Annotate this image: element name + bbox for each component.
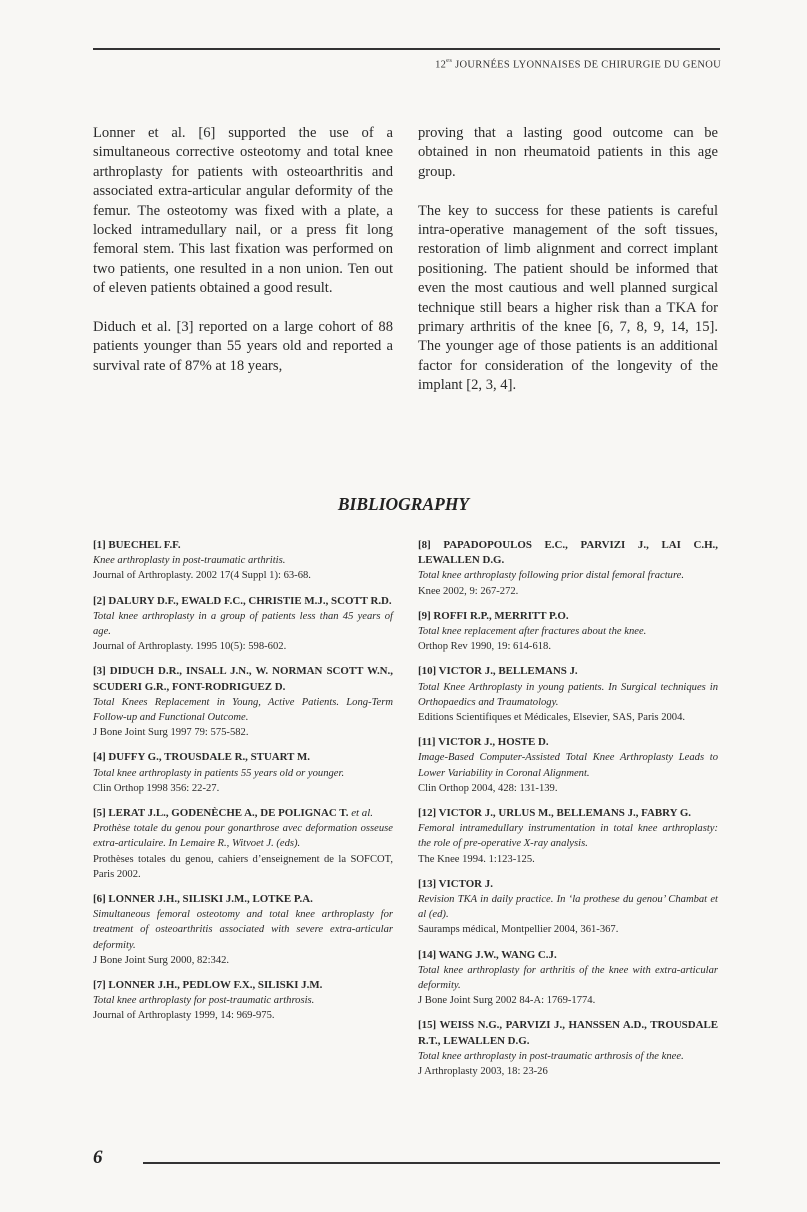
reference-title: Prothèse totale du genou pour gonarthrose avec deformation osseuse extra-articulaire. In Lemaire R., Witvoet J. (eds). bbox=[93, 823, 393, 850]
reference-authors: [3] DIDUCH D.R., INSALL J.N., W. NORMAN SCOTT W.N., SCUDERI G.R., FONT-RODRIGUEZ D. bbox=[93, 665, 393, 693]
reference-authors-names: [5] LERAT J.L., GODENÈCHE A., DE POLIGNAC T. bbox=[93, 807, 349, 820]
running-head-number: 12 bbox=[435, 59, 447, 71]
reference-source: Journal of Arthroplasty. 1995 10(5): 598-602. bbox=[93, 641, 287, 653]
running-head-title: JOURNÉES LYONNAISES DE CHIRURGIE DU GENOU bbox=[455, 59, 721, 71]
reference-entry bbox=[418, 538, 718, 599]
body-column-left bbox=[93, 124, 393, 396]
page-number: 6 bbox=[93, 1147, 103, 1168]
reference-title: Total Knee Arthroplasty in young patients. In Surgical techniques in Orthopaedics and Traumatology. bbox=[418, 681, 718, 708]
reference-source: Orthop Rev 1990, 19: 614-618. bbox=[418, 641, 552, 653]
reference-title: Total knee arthroplasty in patients 55 years old or younger. bbox=[93, 767, 345, 779]
reference-authors: [1] BUECHEL F.F. bbox=[93, 539, 181, 551]
body-paragraph: Diduch et al. [3] reported on a large cohort of 88 patients younger than 55 years old and reported a survival rate of 87% at 18 years, bbox=[93, 319, 393, 374]
reference-source: J Arthroplasty 2003, 18: 23-26 bbox=[418, 1066, 548, 1078]
body-paragraph: The key to success for these patients is careful intra-operative management of the soft tissues, restoration of limb alignment and correct implant positioning. The patient should be informed that even the most cautious and well planned surgical technique still bears a higher risk than a TKA for primary arthritis of the knee [6, 7, 8, 9, 14, 15]. The younger age of those patients is an additional factor for consideration of the longevity of the implant [2, 3, 4]. bbox=[418, 202, 718, 394]
reference-entry bbox=[418, 877, 718, 938]
reference-source: Prothèses totales du genou, cahiers d’enseignement de la SOFCOT, Paris 2002. bbox=[93, 853, 393, 880]
reference-authors-etal: et al. bbox=[351, 807, 373, 820]
reference-title: Total knee arthroplasty in post-traumatic arthrosis of the knee. bbox=[418, 1050, 684, 1062]
reference-entry bbox=[418, 1018, 718, 1079]
reference-title: Revision TKA in daily practice. In ‘la prothese du genou’ Chambat et al (ed). bbox=[418, 894, 718, 921]
reference-source: J Bone Joint Surg 1997 79: 575-582. bbox=[93, 727, 249, 739]
reference-authors: [14] WANG J.W., WANG C.J. bbox=[418, 948, 557, 961]
reference-source: Knee 2002, 9: 267-272. bbox=[418, 585, 519, 597]
running-head-superscript: es bbox=[446, 57, 453, 64]
reference-source: Sauramps médical, Montpellier 2004, 361-367. bbox=[418, 924, 619, 936]
reference-source: The Knee 1994. 1:123-125. bbox=[418, 853, 535, 865]
reference-source: Clin Orthop 1998 356: 22-27. bbox=[93, 782, 220, 794]
reference-authors: [10] VICTOR J., BELLEMANS J. bbox=[418, 665, 578, 678]
references-column-right bbox=[418, 538, 718, 1089]
references-column-left bbox=[93, 538, 393, 1034]
reference-authors: [7] LONNER J.H., PEDLOW F.X., SILISKI J.M. bbox=[93, 979, 323, 992]
reference-authors: [8] PAPADOPOULOS E.C., PARVIZI J., LAI C.H., LEWALLEN D.G. bbox=[418, 539, 718, 567]
reference-title: Total knee arthroplasty following prior distal femoral fracture. bbox=[418, 570, 685, 582]
reference-authors: [2] DALURY D.F., EWALD F.C., CHRISTIE M.J., SCOTT R.D. bbox=[93, 594, 392, 607]
running-head bbox=[435, 58, 721, 71]
body-paragraph: proving that a lasting good outcome can be obtained in non rheumatoid patients in this age group. bbox=[418, 125, 718, 180]
reference-entry bbox=[418, 948, 718, 1009]
reference-authors: [15] WEISS N.G., PARVIZI J., HANSSEN A.D., TROUSDALE R.T., LEWALLEN D.G. bbox=[418, 1019, 718, 1047]
reference-entry bbox=[93, 978, 393, 1024]
reference-title: Image-Based Computer-Assisted Total Knee Arthroplasty Leads to Lower Variability in Coronal Alignment. bbox=[418, 752, 718, 779]
reference-source: J Bone Joint Surg 2002 84-A: 1769-1774. bbox=[418, 995, 596, 1007]
bibliography-heading: BIBLIOGRAPHY bbox=[337, 494, 470, 514]
reference-entry bbox=[93, 750, 393, 796]
reference-title: Knee arthroplasty in post-traumatic arthritis. bbox=[93, 555, 286, 567]
reference-entry bbox=[93, 594, 393, 655]
reference-authors: [9] ROFFI R.P., MERRITT P.O. bbox=[418, 609, 569, 622]
reference-title: Total knee replacement after fractures about the knee. bbox=[418, 626, 647, 638]
body-paragraph: Lonner et al. [6] supported the use of a simultaneous corrective osteotomy and total knee arthroplasty for patients with osteoarthritis and associated extra-articular angular deformity of the femur. The osteotomy was fixed with a plate, a locked intramedullary nail, or a press fit long femoral stem. This last fixation was performed on two patients, one resulted in a non union. Ten out of eleven patients obtained a good result. bbox=[93, 125, 393, 297]
reference-title: Total Knees Replacement in Young, Active Patients. Long-Term Follow-up and Functional Outcome. bbox=[93, 696, 393, 724]
reference-authors bbox=[93, 806, 393, 821]
reference-source: Editions Scientifiques et Médicales, Elsevier, SAS, Paris 2004. bbox=[418, 712, 686, 724]
reference-authors: [11] VICTOR J., HOSTE D. bbox=[418, 736, 549, 749]
reference-entry bbox=[93, 538, 393, 584]
reference-entry bbox=[418, 735, 718, 796]
reference-source: J Bone Joint Surg 2000, 82:342. bbox=[93, 954, 230, 966]
reference-authors: [4] DUFFY G., TROUSDALE R., STUART M. bbox=[93, 751, 310, 764]
reference-title: Total knee arthroplasty for arthritis of the knee with extra-articular deformity. bbox=[418, 964, 718, 992]
reference-source: Journal of Arthroplasty 1999, 14: 969-975. bbox=[93, 1010, 275, 1022]
reference-source: Journal of Arthroplasty. 2002 17(4 Suppl 1): 63-68. bbox=[93, 570, 311, 582]
header-rule bbox=[93, 48, 720, 50]
body-column-right bbox=[418, 124, 718, 415]
reference-entry bbox=[93, 664, 393, 740]
reference-authors: [13] VICTOR J. bbox=[418, 877, 493, 890]
reference-authors: [12] VICTOR J., URLUS M., BELLEMANS J., FABRY G. bbox=[418, 807, 692, 820]
reference-authors: [6] LONNER J.H., SILISKI J.M., LOTKE P.A. bbox=[93, 893, 313, 906]
reference-title: Total knee arthroplasty in a group of patients less than 45 years of age. bbox=[93, 610, 393, 638]
reference-entry bbox=[418, 664, 718, 725]
footer-rule bbox=[143, 1162, 720, 1164]
reference-entry bbox=[93, 892, 393, 968]
reference-title: Total knee arthroplasty for post-traumatic arthrosis. bbox=[93, 995, 315, 1007]
reference-entry bbox=[418, 806, 718, 867]
reference-source: Clin Orthop 2004, 428: 131-139. bbox=[418, 782, 558, 794]
reference-entry bbox=[93, 806, 393, 882]
reference-title: Femoral intramedullary instrumentation in total knee arthroplasty: the role of pre-operative X-ray analysis. bbox=[418, 823, 718, 850]
reference-entry bbox=[418, 609, 718, 655]
reference-title: Simultaneous femoral osteotomy and total knee arthroplasty for treatment of osteoarthritis associated with severe extra-articular deformity. bbox=[93, 909, 393, 951]
